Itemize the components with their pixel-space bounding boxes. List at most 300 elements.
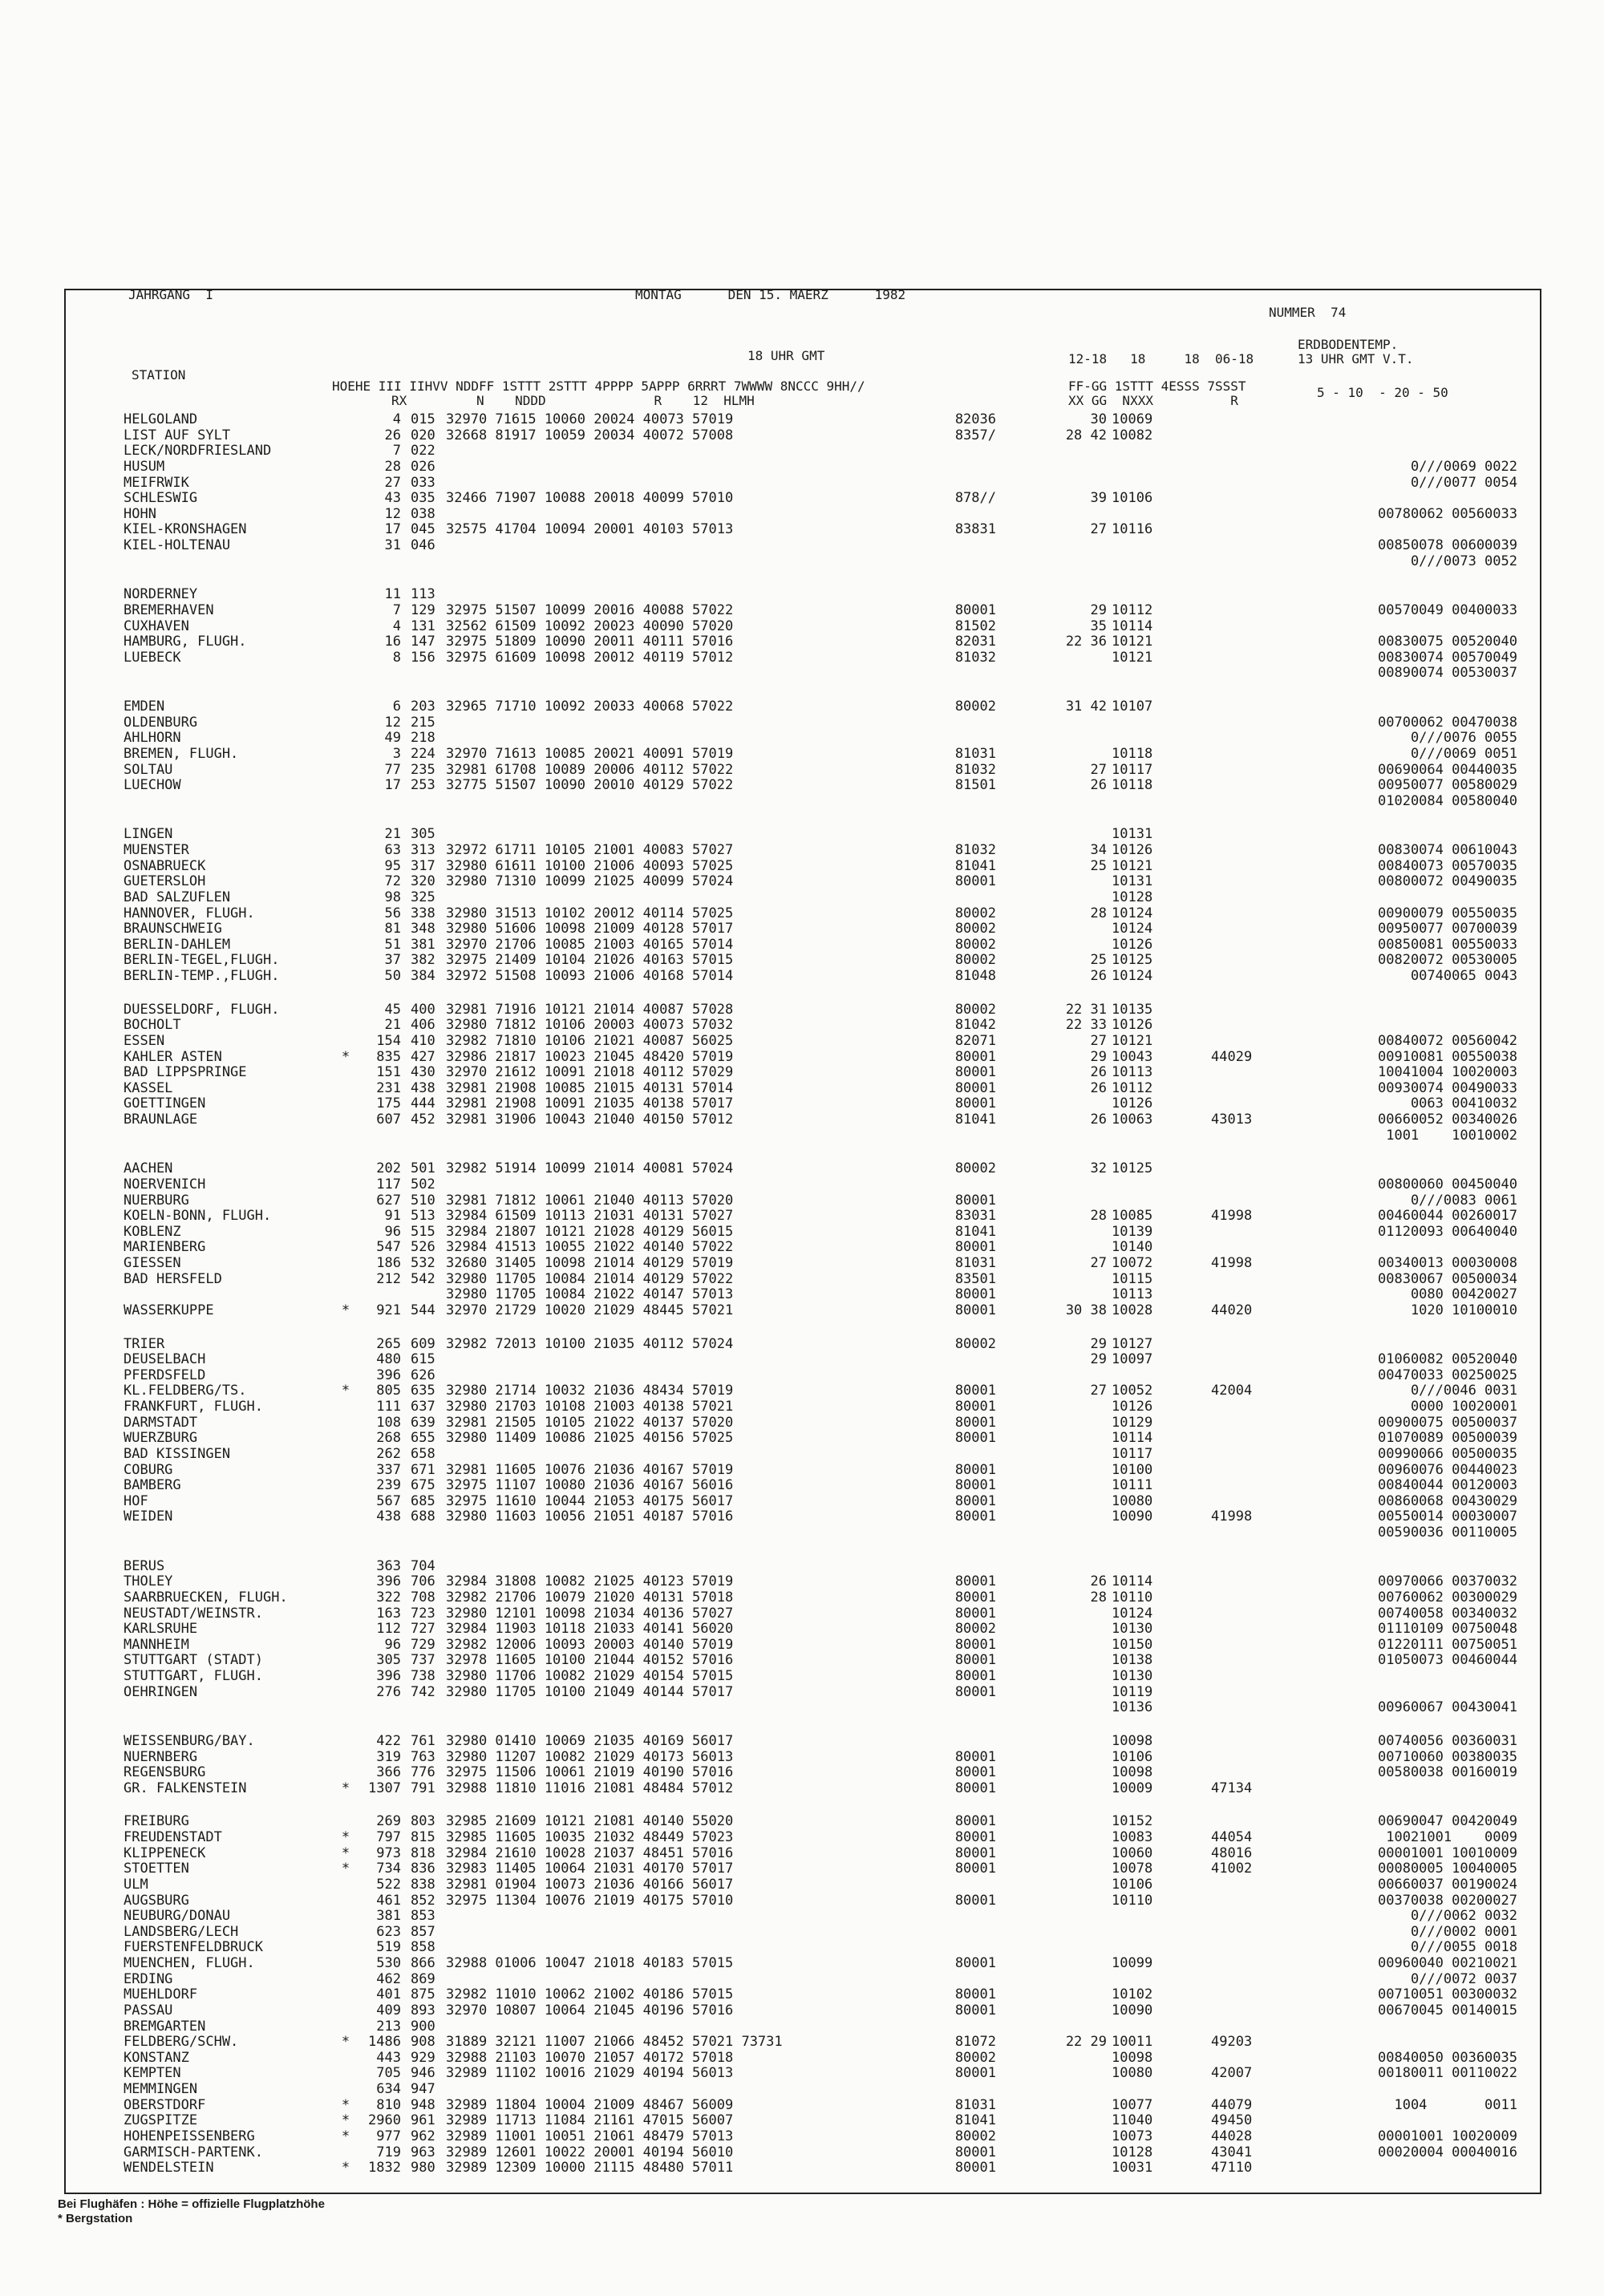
cell-earth: 00950077 00580029: [1378, 777, 1517, 794]
cell-earth: 00820072 00530005: [1378, 952, 1517, 969]
cell-iii: 501: [411, 1160, 435, 1177]
cell-iii: 113: [411, 586, 435, 603]
table-row: [66, 699, 1540, 715]
cell-hoehe: 17: [384, 777, 401, 794]
cell-station: STUTTGART (STADT): [124, 1652, 263, 1669]
cell-e: 48016: [1211, 1844, 1253, 1861]
cell-ff: 25: [1090, 952, 1107, 969]
cell-group: 32980 11705 10100 21049 40144 57017: [446, 1683, 734, 1700]
cell-nccc: 80001: [954, 601, 996, 618]
cell-t18: 10112: [1112, 1079, 1153, 1096]
report-frame: [64, 289, 1541, 2194]
cell-station: BAD LIPPSPRINGE: [124, 1064, 247, 1081]
cell-nccc: 80001: [954, 1573, 996, 1590]
cell-nccc: 80001: [954, 1477, 996, 1494]
cell-nccc: 81048: [954, 968, 996, 984]
cell-e: 42004: [1211, 1383, 1253, 1399]
cell-station: HOHENPEISSENBERG: [124, 2128, 255, 2144]
cell-group: 32989 11001 10051 21061 48479 57013: [446, 2128, 734, 2144]
cell-nccc: 80001: [954, 1079, 996, 1096]
cell-iii: 406: [411, 1017, 435, 1034]
cell-iii: 723: [411, 1605, 435, 1622]
cell-station: LECK/NORDFRIESLAND: [124, 443, 272, 460]
cell-iii: 253: [411, 777, 435, 794]
cell-hoehe: 547: [376, 1239, 401, 1256]
cell-hoehe: 154: [376, 1032, 401, 1049]
cell-iii: 020: [411, 427, 435, 443]
cell-station: MEIFRWIK: [124, 474, 189, 491]
cell-t18: 10085: [1112, 1208, 1153, 1225]
table-row: [66, 603, 1540, 619]
cell-hoehe: 17: [384, 521, 401, 538]
station-header: STATION: [132, 367, 186, 383]
cell-hoehe: 319: [376, 1748, 401, 1765]
cell-station: FELDBERG/SCHW.: [124, 2034, 239, 2051]
cell-station: NORDERNEY: [124, 586, 198, 603]
table-row: [66, 969, 1540, 985]
cell-group: 32975 21409 10104 21026 40163 57015: [446, 952, 734, 969]
table-row: [66, 1383, 1540, 1399]
cell-ff: 28: [1090, 905, 1107, 921]
cell-nccc: 80002: [954, 1621, 996, 1638]
cell-group: 32980 51606 10098 21009 40128 57017: [446, 921, 734, 937]
cell-ff: 27: [1090, 761, 1107, 778]
cell-nccc: 82031: [954, 634, 996, 650]
cell-station: HOHN: [124, 505, 156, 522]
cell-iii: 542: [411, 1270, 435, 1287]
cell-iii: 400: [411, 1001, 435, 1018]
cell-earth: 00890074 00530037: [1378, 665, 1517, 682]
cell-nccc: 81501: [954, 777, 996, 794]
table-row: [66, 1861, 1540, 1877]
cell-nccc: 80001: [954, 1048, 996, 1065]
cell-station: OBERSTDORF: [124, 2096, 206, 2113]
cell-hoehe: 27: [384, 474, 401, 491]
cell-t18: 11040: [1112, 2112, 1153, 2129]
cell-group: 32975 11506 10061 21019 40190 57016: [446, 1764, 734, 1781]
cell-station: THOLEY: [124, 1573, 173, 1590]
cell-group: 32975 11304 10076 21019 40175 57010: [446, 1892, 734, 1909]
table-row: [66, 1622, 1540, 1638]
table-row: [66, 1352, 1540, 1368]
cell-ff: 27: [1090, 1383, 1107, 1399]
cell-earth: 00460044 00260017: [1378, 1208, 1517, 1225]
cell-station: MANNHEIM: [124, 1636, 189, 1653]
table-row: [66, 1034, 1540, 1050]
cell-iii: 947: [411, 2081, 435, 2097]
table-row: [66, 1509, 1540, 1525]
cell-group: 32980 21714 10032 21036 48434 57019: [446, 1383, 734, 1399]
cell-nccc: 80001: [954, 1414, 996, 1431]
cell-t18: 10069: [1112, 411, 1153, 427]
cell-iii: 235: [411, 761, 435, 778]
cell-nccc: 80001: [954, 1892, 996, 1909]
cell-nccc: 82036: [954, 411, 996, 427]
cell-station: GOETTINGEN: [124, 1095, 206, 1112]
table-row: [66, 1065, 1540, 1081]
cell-t18: 10078: [1112, 1861, 1153, 1877]
cell-iii: 218: [411, 730, 435, 747]
cell-group: 32562 61509 10092 20023 40090 57020: [446, 618, 734, 634]
table-row: [66, 412, 1540, 428]
cell-station: HOF: [124, 1492, 148, 1509]
cell-hoehe: 163: [376, 1605, 401, 1622]
cell-iii: 776: [411, 1764, 435, 1781]
cell-group: 32972 51508 10093 21006 40168 57014: [446, 968, 734, 984]
cell-station: GUETERSLOH: [124, 873, 206, 890]
cell-station: LANDSBERG/LECH: [124, 1923, 239, 1940]
cell-t18: 10126: [1112, 936, 1153, 953]
cell-group: 32984 21610 10028 21037 48451 57016: [446, 1844, 734, 1861]
cell-t18: 10063: [1112, 1112, 1153, 1128]
cell-t18: 10118: [1112, 745, 1153, 762]
table-row: [66, 794, 1540, 810]
table-row: [66, 890, 1540, 906]
cell-group: 32975 11610 10044 21053 40175 56017: [446, 1492, 734, 1509]
table-row: [66, 554, 1540, 570]
cell-iii: 963: [411, 2144, 435, 2160]
cell-t18: 10126: [1112, 842, 1153, 858]
table-row: [66, 1734, 1540, 1750]
cell-station: STUTTGART, FLUGH.: [124, 1668, 263, 1684]
cell-earth: 0///0076 0055: [1410, 730, 1517, 747]
cell-nccc: 80001: [954, 1383, 996, 1399]
table-row: [66, 1193, 1540, 1209]
cell-hoehe: 363: [376, 1557, 401, 1574]
cell-t18: 10129: [1112, 1414, 1153, 1431]
cell-iii: 382: [411, 952, 435, 969]
cell-b: *: [341, 2112, 350, 2129]
cell-ff: 27: [1090, 521, 1107, 538]
cell-iii: 803: [411, 1813, 435, 1830]
table-row: [66, 1638, 1540, 1654]
table-row: [66, 634, 1540, 650]
cell-station: LUEBECK: [124, 649, 181, 666]
cell-earth: 00660037 00190024: [1378, 1876, 1517, 1893]
cell-nccc: 80001: [954, 1492, 996, 1509]
cell-t18: 10140: [1112, 1239, 1153, 1256]
cell-earth: 00850078 00600039: [1378, 537, 1517, 553]
table-row: [66, 1399, 1540, 1415]
cell-hoehe: 265: [376, 1335, 401, 1352]
cell-hoehe: 50: [384, 968, 401, 984]
cell-hoehe: 212: [376, 1270, 401, 1287]
cell-group: 32978 11605 10100 21044 40152 57016: [446, 1652, 734, 1669]
cell-group: 32980 71310 10099 21025 40099 57024: [446, 873, 734, 890]
table-row: [66, 1494, 1540, 1510]
cell-iii: 147: [411, 634, 435, 650]
cell-station: GR. FALKENSTEIN: [124, 1780, 247, 1796]
cell-earth: 10041004 10020003: [1378, 1064, 1517, 1081]
cell-earth: 0///0046 0031: [1410, 1383, 1517, 1399]
table-row: [66, 1256, 1540, 1272]
table-row: [66, 1431, 1540, 1447]
footer-notes: [58, 2197, 325, 2226]
cell-hoehe: 56: [384, 905, 401, 921]
cell-iii: 452: [411, 1112, 435, 1128]
cell-nccc: 81072: [954, 2034, 996, 2051]
cell-t18: 10111: [1112, 1477, 1153, 1494]
cell-t18: 10124: [1112, 905, 1153, 921]
cell-nccc: 80002: [954, 936, 996, 953]
cell-station: AHLHORN: [124, 730, 181, 747]
cell-station: PASSAU: [124, 2002, 173, 2019]
cell-station: KAHLER ASTEN: [124, 1048, 222, 1065]
cell-iii: 410: [411, 1032, 435, 1049]
cell-hoehe: 202: [376, 1160, 401, 1177]
cell-ff: 26: [1090, 777, 1107, 794]
cell-earth: 00830074 00610043: [1378, 842, 1517, 858]
table-row: [66, 1368, 1540, 1384]
table-row: [66, 1081, 1540, 1097]
cell-station: BREMERHAVEN: [124, 601, 214, 618]
table-row: [66, 619, 1540, 635]
cell-iii: 526: [411, 1239, 435, 1256]
table-row: [66, 2003, 1540, 2019]
cell-nccc: 80001: [954, 1430, 996, 1447]
cell-earth: 00830075 00520040: [1378, 634, 1517, 650]
table-row: [66, 1846, 1540, 1862]
cell-group: 32466 71907 10088 20018 40099 57010: [446, 490, 734, 507]
cell-iii: 853: [411, 1908, 435, 1925]
cell-hoehe: 623: [376, 1923, 401, 1940]
cell-t18: 10028: [1112, 1302, 1153, 1318]
cell-hoehe: 480: [376, 1351, 401, 1368]
cell-t18: 10031: [1112, 2160, 1153, 2177]
cell-b: *: [341, 1861, 350, 1877]
cell-ff: 27: [1090, 1255, 1107, 1271]
cell-nccc: 81502: [954, 618, 996, 634]
cell-hoehe: 381: [376, 1908, 401, 1925]
cell-group: 32981 21505 10105 21022 40137 57020: [446, 1414, 734, 1431]
cell-t18: 10121: [1112, 1032, 1153, 1049]
table-row: [66, 1559, 1540, 1575]
station-group: [66, 1337, 1540, 1541]
table-row: [66, 874, 1540, 890]
cell-station: DEUSELBACH: [124, 1351, 206, 1368]
station-group: [66, 1814, 1540, 2176]
cell-t18: 10077: [1112, 2096, 1153, 2113]
table-row: [66, 1700, 1540, 1716]
table-row: [66, 1525, 1540, 1541]
cell-earth: 0///0072 0037: [1410, 1970, 1517, 1987]
cell-nccc: 80001: [954, 1286, 996, 1303]
cell-earth: 00760062 00300029: [1378, 1589, 1517, 1606]
cell-group: 32989 12309 10000 21115 48480 57011: [446, 2160, 734, 2177]
cell-group: 32775 51507 10090 20010 40129 57022: [446, 777, 734, 794]
cell-t18: 10106: [1112, 1748, 1153, 1765]
cell-station: FREUDENSTADT: [124, 1829, 222, 1845]
table-row: [66, 921, 1540, 937]
cell-station: LINGEN: [124, 826, 173, 843]
cell-iii: 727: [411, 1621, 435, 1638]
cell-earth: 00710060 00380035: [1378, 1748, 1517, 1765]
cell-b: *: [341, 1383, 350, 1399]
cell-earth: 00700062 00470038: [1378, 714, 1517, 731]
cell-station: FREIBURG: [124, 1813, 189, 1830]
cell-ff: 29: [1090, 1351, 1107, 1368]
cell-ff: 22 31: [1065, 1001, 1107, 1018]
cell-hoehe: 49: [384, 730, 401, 747]
table-row: [66, 1096, 1540, 1112]
station-group: [66, 699, 1540, 809]
cell-earth: 00950077 00700039: [1378, 921, 1517, 937]
cell-nccc: 80001: [954, 1764, 996, 1781]
cell-station: GARMISCH-PARTENK.: [124, 2144, 263, 2160]
cell-hoehe: 96: [384, 1636, 401, 1653]
cell-hoehe: 16: [384, 634, 401, 650]
cell-group: 32980 01410 10069 21035 40169 56017: [446, 1732, 734, 1749]
cell-station: KL.FELDBERG/TS.: [124, 1383, 247, 1399]
cell-station: KOELN-BONN, FLUGH.: [124, 1208, 272, 1225]
cell-iii: 704: [411, 1557, 435, 1574]
cell-group: 32980 21703 10108 21003 40138 57021: [446, 1399, 734, 1415]
cell-nccc: 80001: [954, 1508, 996, 1525]
cell-hoehe: 443: [376, 2049, 401, 2066]
cell-nccc: 80001: [954, 1955, 996, 1971]
cell-t18: 10152: [1112, 1813, 1153, 1830]
cell-t18: 10116: [1112, 521, 1153, 538]
cell-station: BAD HERSFELD: [124, 1270, 222, 1287]
cell-hoehe: 805: [376, 1383, 401, 1399]
cell-iii: 026: [411, 458, 435, 475]
cell-t18: 10126: [1112, 1095, 1153, 1112]
cell-hoehe: 973: [376, 1844, 401, 1861]
cell-t18: 10130: [1112, 1621, 1153, 1638]
cell-iii: 131: [411, 618, 435, 634]
cell-ff: 28: [1090, 1589, 1107, 1606]
cell-nccc: 80001: [954, 1095, 996, 1112]
cell-earth: 00910081 00550038: [1378, 1048, 1517, 1065]
cell-hoehe: 269: [376, 1813, 401, 1830]
cell-iii: 948: [411, 2096, 435, 2113]
table-row: [66, 1161, 1540, 1177]
table-row: [66, 443, 1540, 460]
cell-group: 32989 11102 10016 21029 40194 56013: [446, 2065, 734, 2082]
cell-hoehe: 81: [384, 921, 401, 937]
cell-group: 32980 12101 10098 21034 40136 57027: [446, 1605, 734, 1622]
cell-t18: 10131: [1112, 873, 1153, 890]
cell-group: 32680 31405 10098 21014 40129 57019: [446, 1255, 734, 1271]
cell-ff: 35: [1090, 618, 1107, 634]
cell-ff: 34: [1090, 842, 1107, 858]
cell-earth: 01070089 00500039: [1378, 1430, 1517, 1447]
cell-earth: 00840073 00570035: [1378, 857, 1517, 874]
cell-iii: 685: [411, 1492, 435, 1509]
cell-earth: 00830074 00570049: [1378, 649, 1517, 666]
footer-note-airports: Bei Flughäfen : Höhe = offizielle Flugplatzhöhe: [58, 2197, 325, 2211]
cell-earth: 00850081 00550033: [1378, 936, 1517, 953]
cell-group: 32985 11605 10035 21032 48449 57023: [446, 1829, 734, 1845]
table-row: [66, 843, 1540, 859]
cell-b: *: [341, 1780, 350, 1796]
cell-earth: 0000 10020001: [1410, 1399, 1517, 1415]
cell-station: GIESSEN: [124, 1255, 181, 1271]
cell-iii: 348: [411, 921, 435, 937]
cell-t18: 10090: [1112, 2002, 1153, 2019]
cell-ff: 29: [1090, 1335, 1107, 1352]
cell-earth: 01110109 00750048: [1378, 1621, 1517, 1638]
cell-group: 32981 61708 10089 20006 40112 57022: [446, 761, 734, 778]
cell-nccc: 80001: [954, 2144, 996, 2160]
cell-group: 32982 11010 10062 21002 40186 57015: [446, 1986, 734, 2003]
cell-group: 32972 61711 10105 21001 40083 57027: [446, 842, 734, 858]
cell-station: HELGOLAND: [124, 411, 198, 427]
cell-e: 44079: [1211, 2096, 1253, 2113]
cell-station: ZUGSPITZE: [124, 2112, 198, 2129]
cell-nccc: 80001: [954, 1605, 996, 1622]
cell-ff: 22 29: [1065, 2034, 1107, 2051]
cell-hoehe: 51: [384, 936, 401, 953]
cell-iii: 317: [411, 857, 435, 874]
cell-iii: 045: [411, 521, 435, 538]
table-row: [66, 491, 1540, 507]
cell-hoehe: 91: [384, 1208, 401, 1225]
cell-t18: 10117: [1112, 1445, 1153, 1462]
table-row: [66, 1590, 1540, 1606]
cell-nccc: 80001: [954, 2160, 996, 2177]
cell-hoehe: 231: [376, 1079, 401, 1096]
cell-station: BERUS: [124, 1557, 165, 1574]
station-group: [66, 587, 1540, 682]
cell-station: LIST AUF SYLT: [124, 427, 231, 443]
cell-earth: 0///0069 0051: [1410, 745, 1517, 762]
cell-earth: 1004 0011: [1394, 2096, 1517, 2113]
cell-earth: 0///0077 0054: [1410, 474, 1517, 491]
cell-hoehe: 438: [376, 1508, 401, 1525]
cell-e: 41998: [1211, 1508, 1253, 1525]
cell-iii: 761: [411, 1732, 435, 1749]
table-row: [66, 1750, 1540, 1766]
cell-earth: 00710051 00300032: [1378, 1986, 1517, 2003]
cell-t18: 10099: [1112, 1955, 1153, 1971]
cell-station: TRIER: [124, 1335, 165, 1352]
cell-t18: 10125: [1112, 1160, 1153, 1177]
cell-hoehe: 7: [392, 601, 401, 618]
cell-group: 32981 71812 10061 21040 40113 57020: [446, 1192, 734, 1209]
cell-earth: 00690064 00440035: [1378, 761, 1517, 778]
cell-hoehe: 627: [376, 1192, 401, 1209]
cell-hoehe: 1832: [368, 2160, 401, 2177]
cell-hoehe: 95: [384, 857, 401, 874]
cell-nccc: 83831: [954, 521, 996, 538]
cell-iii: 671: [411, 1461, 435, 1478]
cell-hoehe: 8: [392, 649, 401, 666]
cell-earth: 00800060 00450040: [1378, 1176, 1517, 1193]
cell-iii: 688: [411, 1508, 435, 1525]
cell-hoehe: 77: [384, 761, 401, 778]
cell-station: OSNABRUECK: [124, 857, 206, 874]
cell-hoehe: 111: [376, 1399, 401, 1415]
cell-hoehe: 45: [384, 1001, 401, 1018]
cell-group: 32982 21706 10079 21020 40131 57018: [446, 1589, 734, 1606]
cell-t18: 10121: [1112, 634, 1153, 650]
cell-hoehe: 268: [376, 1430, 401, 1447]
cell-ff: 29: [1090, 601, 1107, 618]
cell-iii: 742: [411, 1683, 435, 1700]
cell-hoehe: 567: [376, 1492, 401, 1509]
cell-t18: 10128: [1112, 889, 1153, 905]
table-row: [66, 1478, 1540, 1494]
cell-ff: 30 38: [1065, 1302, 1107, 1318]
cell-station: ULM: [124, 1876, 148, 1893]
cell-station: OLDENBURG: [124, 714, 198, 731]
cell-nccc: 81032: [954, 761, 996, 778]
cell-earth: 00590036 00110005: [1378, 1525, 1517, 1541]
time-13-label: 13 UHR GMT V.T.: [1298, 351, 1414, 366]
cell-t18: 10125: [1112, 952, 1153, 969]
cell-station: BAD KISSINGEN: [124, 1445, 231, 1462]
